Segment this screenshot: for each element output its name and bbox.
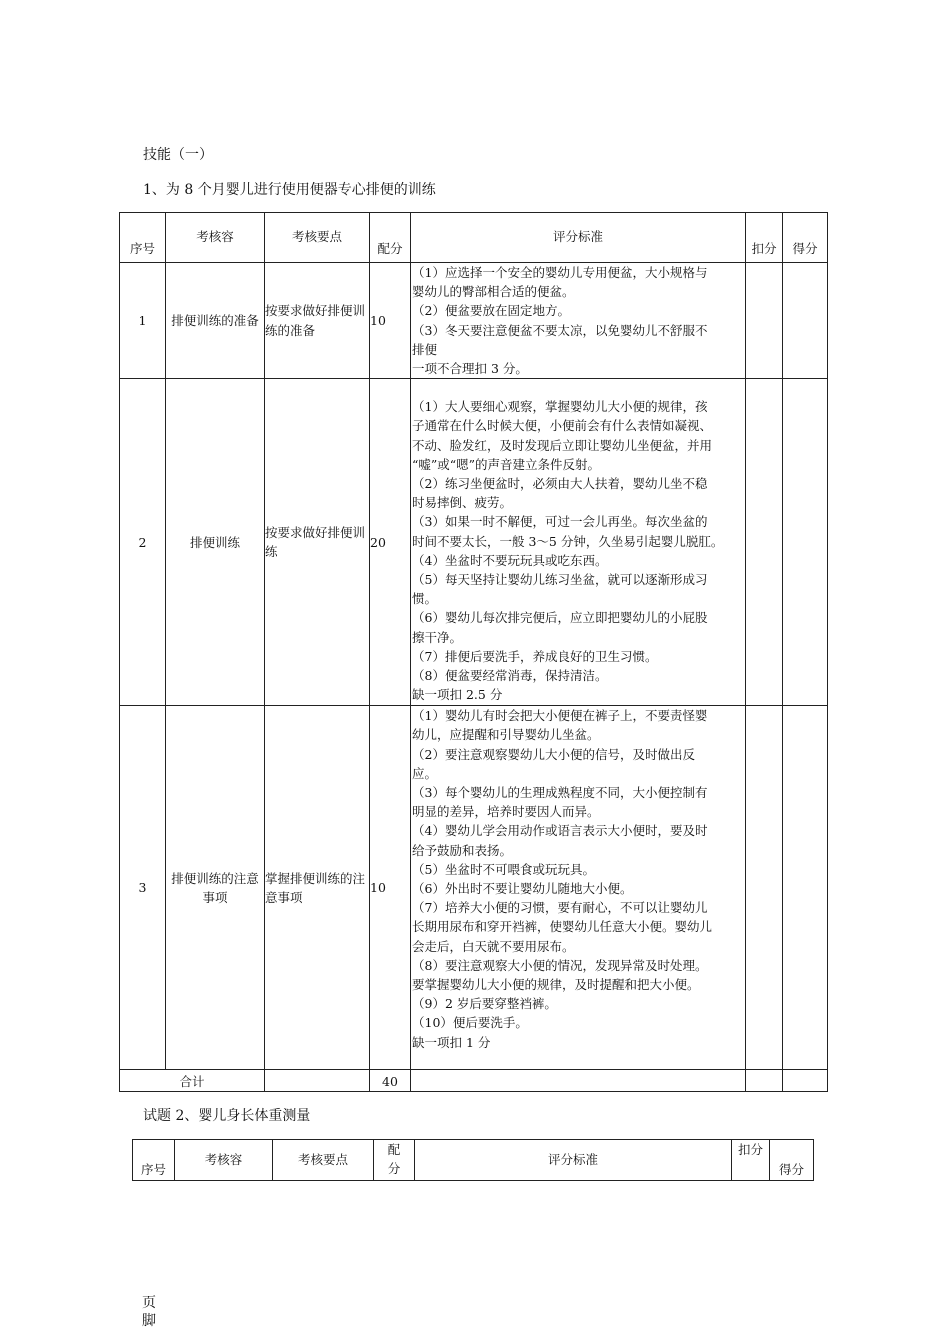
criteria-line: （1）大人要细心观察，掌握婴幼儿大小便的规律，孩 bbox=[412, 399, 708, 415]
table1-total-row bbox=[120, 1070, 828, 1092]
criteria-line: 缺一项扣 2.5 分 bbox=[412, 687, 503, 703]
table1-header-row bbox=[120, 213, 828, 263]
criteria-line: （8）要注意观察大小便的情况，发现异常及时处理。 bbox=[412, 957, 708, 973]
criteria-line: （2）要注意观察婴幼儿大小便的信号，及时做出反 bbox=[412, 746, 695, 762]
criteria-line: 惯。 bbox=[412, 591, 438, 607]
row3-points: 掌握排便训练的注意事项 bbox=[265, 706, 370, 1070]
row3-deduct[interactable] bbox=[746, 706, 783, 1070]
criteria-line: 长期用尿布和穿开裆裤，使婴幼儿任意大小便。婴幼儿 bbox=[412, 919, 713, 935]
total-label: 合计 bbox=[120, 1070, 265, 1092]
criteria-line: （5）坐盆时不可喂食或玩玩具。 bbox=[412, 861, 595, 877]
t2-header-deduct: 扣分 bbox=[732, 1140, 770, 1181]
table-row bbox=[120, 706, 828, 1070]
row1-content: 排便训练的准备 bbox=[166, 263, 265, 379]
row1-score: 10 bbox=[370, 263, 411, 379]
header-got: 得分 bbox=[783, 213, 828, 263]
header-deduct: 扣分 bbox=[746, 213, 783, 263]
task1-title: 1、为 8 个月婴儿进行使用便器专心排便的训练 bbox=[143, 182, 436, 198]
criteria-line: （5）每天坚持让婴幼儿练习坐盆，就可以逐渐形成习 bbox=[412, 572, 708, 588]
task2-title: 试题 2、婴儿身长体重测量 bbox=[143, 1108, 311, 1124]
table-row bbox=[120, 263, 828, 379]
row3-score: 10 bbox=[370, 706, 411, 1070]
row2-deduct[interactable] bbox=[746, 379, 783, 706]
criteria-line: 应。 bbox=[412, 765, 438, 781]
total-criteria-empty bbox=[411, 1070, 746, 1092]
criteria-line: （3）每个婴幼儿的生理成熟程度不同，大小便控制有 bbox=[412, 785, 708, 801]
t2-header-got: 得分 bbox=[770, 1140, 814, 1181]
criteria-line: （2）练习坐便盆时，必须由大人扶着，婴幼儿坐不稳 bbox=[412, 476, 708, 492]
t2-header-content: 考核容 bbox=[175, 1140, 273, 1181]
row3-got[interactable] bbox=[783, 706, 828, 1070]
criteria-line: （10）便后要洗手。 bbox=[412, 1015, 528, 1031]
total-score: 40 bbox=[370, 1070, 411, 1092]
total-got[interactable] bbox=[783, 1070, 828, 1092]
criteria-line: 时间不要太长，一般 3～5 分钟，久坐易引起婴儿脱肛。 bbox=[412, 533, 724, 549]
t2-header-seq: 序号 bbox=[133, 1140, 175, 1181]
row2-score: 20 bbox=[370, 379, 411, 706]
criteria-line: （7）排便后要洗手，养成良好的卫生习惯。 bbox=[412, 648, 658, 664]
criteria-line: （4）婴幼儿学会用动作或语言表示大小便时，要及时 bbox=[412, 823, 708, 839]
row2-criteria bbox=[411, 379, 746, 706]
row2-content: 排便训练 bbox=[166, 379, 265, 706]
criteria-line: （4）坐盆时不要玩玩具或吃东西。 bbox=[412, 552, 608, 568]
t2-header-score: 配分 bbox=[374, 1140, 415, 1181]
criteria-line: （8）便盆要经常消毒，保持清洁。 bbox=[412, 668, 608, 684]
criteria-line: 子通常在什么时候大便，小便前会有什么表情如凝视、 bbox=[412, 418, 713, 434]
row1-points: 按要求做好排便训练的准备 bbox=[265, 263, 370, 379]
t2-header-criteria: 评分标准 bbox=[415, 1140, 732, 1181]
row2-seq: 2 bbox=[120, 379, 166, 706]
row1-criteria bbox=[411, 263, 746, 379]
criteria-line: 一项不合理扣 3 分。 bbox=[412, 361, 528, 377]
row3-content: 排便训练的注意事项 bbox=[166, 706, 265, 1070]
row3-criteria bbox=[411, 706, 746, 1070]
criteria-line: （6）外出时不要让婴幼儿随地大小便。 bbox=[412, 881, 633, 897]
row1-deduct[interactable] bbox=[746, 263, 783, 379]
table-row bbox=[120, 379, 828, 706]
criteria-line: 明显的差异，培养时要因人而异。 bbox=[412, 804, 600, 820]
row2-points: 按要求做好排便训练 bbox=[265, 379, 370, 706]
criteria-line: （7）培养大小便的习惯，要有耐心，不可以让婴幼儿 bbox=[412, 900, 708, 916]
criteria-line: 擦干净。 bbox=[412, 629, 463, 645]
header-score: 配分 bbox=[370, 213, 411, 263]
section-title: 技能（一） bbox=[143, 147, 213, 163]
scoring-table-2 bbox=[132, 1139, 814, 1181]
header-points: 考核要点 bbox=[265, 213, 370, 263]
criteria-line: （1）婴幼儿有时会把大小便便在裤子上，不要责怪婴 bbox=[412, 708, 708, 724]
total-deduct[interactable] bbox=[746, 1070, 783, 1092]
criteria-line: （6）婴幼儿每次排完便后，应立即把婴幼儿的小屁股 bbox=[412, 610, 708, 626]
row1-got[interactable] bbox=[783, 263, 828, 379]
row3-seq: 3 bbox=[120, 706, 166, 1070]
header-seq: 序号 bbox=[120, 213, 166, 263]
criteria-line: （3）冬天要注意便盆不要太凉，以免婴幼儿不舒服不 bbox=[412, 322, 708, 338]
criteria-line: 排便 bbox=[412, 341, 438, 357]
scoring-table-1 bbox=[119, 212, 828, 1092]
row2-got[interactable] bbox=[783, 379, 828, 706]
criteria-line: 要掌握婴幼儿大小便的规律，及时提醒和把大小便。 bbox=[412, 977, 700, 993]
row1-seq: 1 bbox=[120, 263, 166, 379]
criteria-line: 不动、脸发红，及时发现后立即让婴幼儿坐便盆，并用 bbox=[412, 437, 713, 453]
header-criteria: 评分标准 bbox=[411, 213, 746, 263]
table2-header-row bbox=[133, 1140, 814, 1181]
criteria-line: 时易摔倒、疲劳。 bbox=[412, 495, 513, 511]
criteria-line: 给予鼓励和表扬。 bbox=[412, 842, 513, 858]
header-content: 考核容 bbox=[166, 213, 265, 263]
criteria-line: 缺一项扣 1 分 bbox=[412, 1034, 491, 1050]
criteria-line: （1）应选择一个安全的婴幼儿专用便盆，大小规格与 bbox=[412, 265, 708, 280]
criteria-line: （3）如果一时不解便，可过一会儿再坐。每次坐盆的 bbox=[412, 514, 708, 530]
criteria-line: 幼儿，应提醒和引导婴幼儿坐盆。 bbox=[412, 727, 600, 743]
t2-header-points: 考核要点 bbox=[273, 1140, 374, 1181]
total-points-empty bbox=[265, 1070, 370, 1092]
criteria-line: “嘘”或“嗯”的声音建立条件反射。 bbox=[412, 456, 601, 472]
page-footer: 页脚 bbox=[142, 1295, 156, 1329]
criteria-line: （9）2 岁后要穿整裆裤。 bbox=[412, 996, 557, 1012]
criteria-line: 会走后，白天就不要用尿布。 bbox=[412, 938, 575, 954]
criteria-line: 婴幼儿的臀部相合适的便盆。 bbox=[412, 284, 575, 300]
criteria-line: （2）便盆要放在固定地方。 bbox=[412, 303, 570, 319]
